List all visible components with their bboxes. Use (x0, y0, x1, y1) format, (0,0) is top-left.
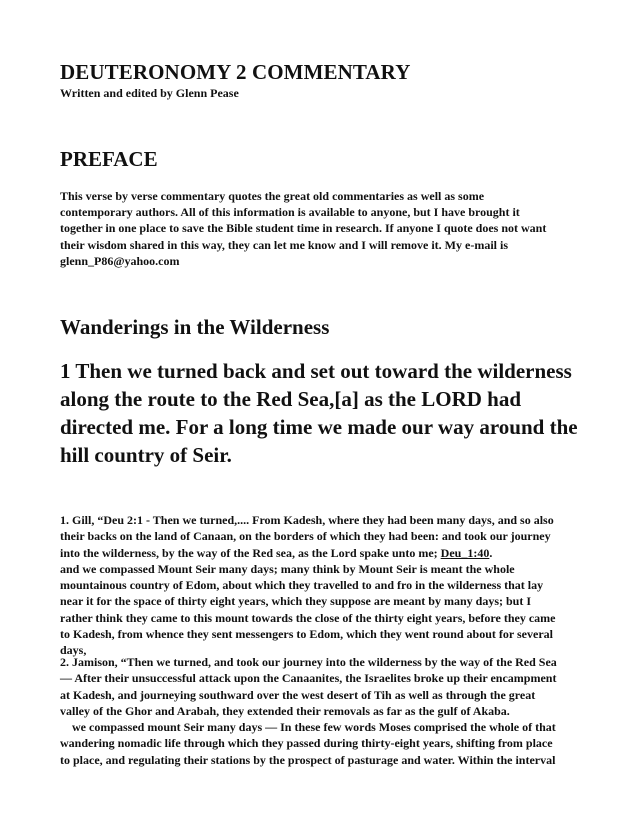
commentary-line: and we compassed Mount Seir many days; many think by Mount Seir is meant the whole (60, 561, 515, 576)
commentary-line: their backs on the land of Canaan, on the borders of which they had been: and took our journey (60, 529, 551, 544)
preface-line: contemporary authors. All of this information is available to anyone, but I have brought it (60, 205, 520, 220)
commentary-line: we compassed mount Seir many days — In these few words Moses comprised the whole of that (72, 720, 556, 735)
verse-line: along the route to the Red Sea,[a] as the LORD had (60, 387, 522, 411)
document-title: DEUTERONOMY 2 COMMENTARY (60, 60, 411, 84)
commentary-line (60, 545, 580, 561)
preface-line: This verse by verse commentary quotes the great old commentaries as well as some (60, 189, 485, 203)
commentary-line: 2. Jamison, “Then we turned, and took our journey into the wilderness by the way of the Red Sea (60, 655, 557, 669)
author-byline: Written and edited by Glenn Pease (60, 86, 239, 100)
commentary-line: rather think they came to this mount towards the close of the thirty eight years, before they came (60, 610, 556, 625)
preface-line: together in one place to save the Bible student time in research. If anyone I quote does not want (60, 221, 547, 236)
commentary-line: to place, and regulating their stations by the prospect of pasturage and water. Within the interval (60, 752, 556, 767)
verse-text (60, 357, 585, 469)
preface-paragraph (60, 188, 575, 269)
commentary-jamison (60, 654, 580, 768)
commentary-text: . (489, 545, 493, 560)
commentary-line: — After their unsuccessful attack upon the Canaanites, the Israelites broke up their encampment (60, 671, 557, 686)
commentary-line: wandering nomadic life through which they passed during thirty-eight years, shifting from place (60, 736, 553, 751)
preface-heading: PREFACE (60, 147, 158, 171)
commentary-gill (60, 512, 580, 659)
commentary-line: near it for the space of thirty eight years, which they suppose are meant by many days; but I (60, 594, 531, 609)
commentary-text: into the wilderness, by the way of the Red sea, as the Lord spake unto me; (60, 545, 441, 560)
scripture-reference-link[interactable]: Deu_1:40 (440, 545, 490, 560)
section-heading: Wanderings in the Wilderness (60, 315, 330, 339)
commentary-line: mountainous country of Edom, about which they travelled to and fro in the wilderness that lay (60, 578, 544, 593)
commentary-line: at Kadesh, and journeying southward over the west desert of Tih as well as through the great (60, 687, 536, 702)
commentary-line: valley of the Ghor and Arabah, they extended their removals as far as the gulf of Akaba. (60, 703, 510, 718)
preface-line: their wisdom shared in this way, they can let me know and I will remove it. My e-mail is (60, 237, 508, 252)
commentary-line: days, (60, 643, 87, 658)
preface-email: glenn_P86@yahoo.com (60, 253, 180, 268)
commentary-line: 1. Gill, “Deu 2:1 - Then we turned,.... From Kadesh, where they had been many days, and so also (60, 513, 554, 527)
verse-line: directed me. For a long time we made our way around the (60, 415, 578, 439)
verse-line: 1 Then we turned back and set out toward the wilderness (60, 359, 572, 383)
commentary-line: to Kadesh, from whence they sent messengers to Edom, which they went round about for several (60, 627, 553, 642)
verse-line: hill country of Seir. (60, 443, 232, 467)
